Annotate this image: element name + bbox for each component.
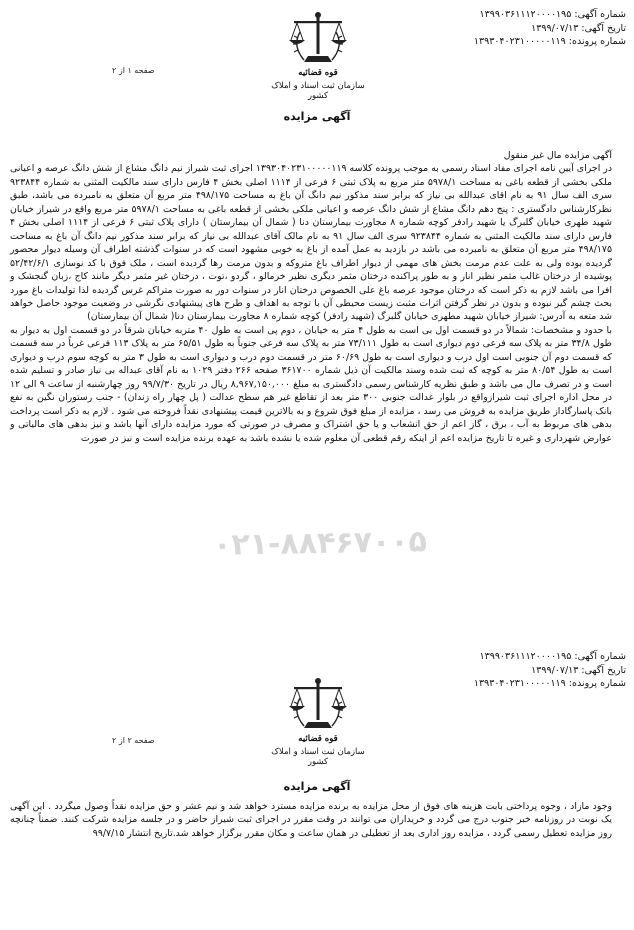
notice-number: شماره آگهی: ۱۳۹۹۰۳۶۱۱۱۲۰۰۰۰۱۹۵ xyxy=(479,651,626,662)
logo-line-1: قوه قضائیه xyxy=(298,68,338,78)
notice-meta xyxy=(474,8,626,49)
judiciary-logo xyxy=(270,676,366,767)
notice-body-text: آگهی مزایده مال غیر منقول در اجرای آیین نامه اجرای مفاد اسناد رسمی به موجب پرونده کلاسه ۱۳۹۳۰۴۰۲۳۱۰۰۰۰۰۱۱۹ اجرای ثبت شیراز نیم دانگ مشاع از شش دانگ عرصه و اعیانی ملکی بخشی از قطعه باغی به مساحت ۵۹۷۸/۱ متر مربع به پلاک ثبتی ۶ فرعی از ۱۱۱۴ اصلی بخش ۴ فارس دارای سند مالکیت المثنی به شماره ۹۲۳۸۴۴ سری الف سال ۹۱ به نام اقای عبدالله بی نیاز که برابر سند مذکور نیم دانگ آن باغ به مساحت ۴۹۸/۱۷۵ متر مربع آن متعلق به نامبرده می باشد، طبق نظرکارشناس دادگستری : پنج دهم دانگ مشاع از شش دانگ عرصه و اعیانی ملکی بخشی از قطعه باغی به مساحت ۵۹۷۸/۱ متر مربع واقع در شیراز خیابان شهید طهری خیابان گلبرگ یا شهید رادفر کوچه شماره ۸ مجاورت بیمارستان دنا ( شمال آن بیمارستان ) دارای پلاک ثبتی ۶ فرعی از ۱۱۱۴ اصلی بخش ۴ فارس دارای سند مالکیت المثنی به شماره ۹۲۳۸۴۴ سری الف سال ۹۱ به نام مالک آقای عبدالله بی نیاز که برابر سند مذکور نیم دانگ آن باغ به مساحت ۴۹۸/۱۷۵ متر مربع آن متعلق به نامبرده می باشد در بازدید به عمل آمده از باغ به خوبی مشهود است که در سنوات گذشته اطراف آن وسیله دیوار محصور گردیده بوده ولی به علت عدم مرمت بخش های مهمی از دیوار اطراف باغ متروکه و بدون مرمت رها گردیده است ، ملک فوق با کد نوسازی ۵۲/۴۲/۶/۱ پوشیده از درختان غالب مثمر نظیر انار و به طور پراکنده درختان مثمر دیگری نظیر خرمالو ، گردو ،توت ، درختان غیر مثمر دیگر مانند کاج ،زبان گنجشک و افرا می باشد لازم به ذکر است که درختان موجود عرصه باغ علی الخصوص درختان انار در سنوات دور به صورت متراکم غرس گردیده لذا تولیدات باغ مورد بحث چشم گیر نبوده و بدون در نظر گرفتن اثرات مثبت زیست محیطی آن با توجه به اهداف و طرح های پیشنهادی نگرشی در وضعیت موجود حاصل خواهد شد متعه به آدرس: شیراز خیابان شهید مطهری خیابان گلبرگ (شهید رادفر) کوچه شماره ۸ مجاورت بیمارستان دنا( شمال آن بیمارستان) با حدود و مشخصات: شمالاً در دو قسمت اول بی است به طول ۴ متر به خیابان ، دوم پی است به طول ۴۰ متربه خیابان شرقاً در دو قسمت اول به دیوار به طول ۳۴/۸ متر به پلاک سه فرعی دوم دیواری است به طول ۷۳/۱۱۱ متر به پلاک سه فرعی جنوباً به طول ۶۵/۵۱ متر به پلاک ۱۱۳ فرعی غرباً در سه قسمت که قسمت دوم آن جنوبی است اول درب و دیواری است به طول ۶۰/۶۹ متر در قسمت دوم درب و دیواری است به طول ۳ متر به کوچه سوم درب و دیواری است به طول ۸۰/۵۴ متر به کوچه که ثبت شده وسند مالکیت آن ذیل شماره ۳۶۱۷۰۰ صفحه ۲۶۶ دفتر ۱۰۲۹ به نام آقای عبداله بی نیاز صادر و تسلیم شده است و در تصرف مال می باشد و طبق نظریه کارشناس رسمی دادگستری به مبلغ ۸,۹۶۷,۱۵۰,۰۰۰ ریال در تاریخ ۹۹/۷/۳۰ روز چهارشنبه از ساعت ۹ الی ۱۲ در محل اداره اجرای ثبت شیرازواقع در بلوار عدالت جنوبی ۳۰۰ متر بعد از تقاطع غیر هم سطح عدالت ( پل چهار راه زندان) - جنب رستوران نگین به نفع بانک پاسارگاداز طریق مزایده به فروش می رسد ، مزایده از مبلغ فوق شروع و به بالاترین قیمت پیشنهادی نقداً فروخته می شود . لازم به ذکر است پرداخت بدهی های مربوط به آب ، برق ، گاز اعم از حق انشعاب و یا حق اشتراک و مصرف در صورتی که مورد مزایده دارای آنها باشد و نیز بدهی های مالیاتی و عوارض شهرداری و غیره تا تاریخ مزایده اعم از اینکه رقم قطعی آن معلوم شده یا نشده باشد به عهده برنده مزایده است و نیز در صورت xyxy=(10,150,613,444)
notice-body-text: وجود مازاد ، وجوه پرداختی بابت هزینه های فوق از محل مزایده به برنده مزایده مسترد خواهد شد و نیم عشر و حق مزایده نقداً وصول میگردد . این آگهی یک نوبت در روزنامه خبر جنوب درج می گردد و خریداران می توانند در وقت مقرر در اجرای ثبت شیراز حاضر و در جلسه مزایده شرکت کنند. ضمناً چنانچه روز مزایده تعطیل رسمی گردد ، مزایده روز اداری بعد از تعطیلی در همان ساعت و مکان مقرر برگزار خواهد شد.تاریخ انتشار ۹۹/۷/۱۵ xyxy=(10,801,612,839)
notice-meta xyxy=(474,650,626,691)
notice-date: تاریخ آگهی: ۱۳۹۹/۰۷/۱۳ xyxy=(531,664,626,676)
file-number: شماره پرونده: ۱۳۹۳۰۴۰۲۳۱۰۰۰۰۰۱۱۹ xyxy=(473,678,626,689)
document-title: آگهی مزایده xyxy=(283,780,351,793)
logo-line-2: سازمان ثبت اسناد و املاک کشور xyxy=(271,81,365,101)
page-2 xyxy=(0,600,634,930)
scales-emblem-icon xyxy=(270,10,366,70)
phone-watermark: ۰۲۱-۸۸۴۶۷۰۰۵ xyxy=(212,524,428,563)
document-title: آگهی مزایده xyxy=(283,110,351,123)
logo-line-2: سازمان ثبت اسناد و املاک کشور xyxy=(271,747,365,767)
file-number: شماره پرونده: ۱۳۹۳۰۴۰۲۳۱۰۰۰۰۰۱۱۹ xyxy=(473,36,626,47)
logo-line-1: قوه قضائیه xyxy=(298,734,338,744)
judiciary-logo xyxy=(270,10,366,101)
notice-number: شماره آگهی: ۱۳۹۹۰۳۶۱۱۱۲۰۰۰۰۱۹۵ xyxy=(479,9,626,20)
notice-date: تاریخ آگهی: ۱۳۹۹/۰۷/۱۳ xyxy=(531,22,626,34)
page-number: صفحه ۱ از ۲ xyxy=(112,66,155,75)
scales-emblem-icon xyxy=(270,676,366,736)
page-number: صفحه ۲ از ۲ xyxy=(112,736,155,745)
